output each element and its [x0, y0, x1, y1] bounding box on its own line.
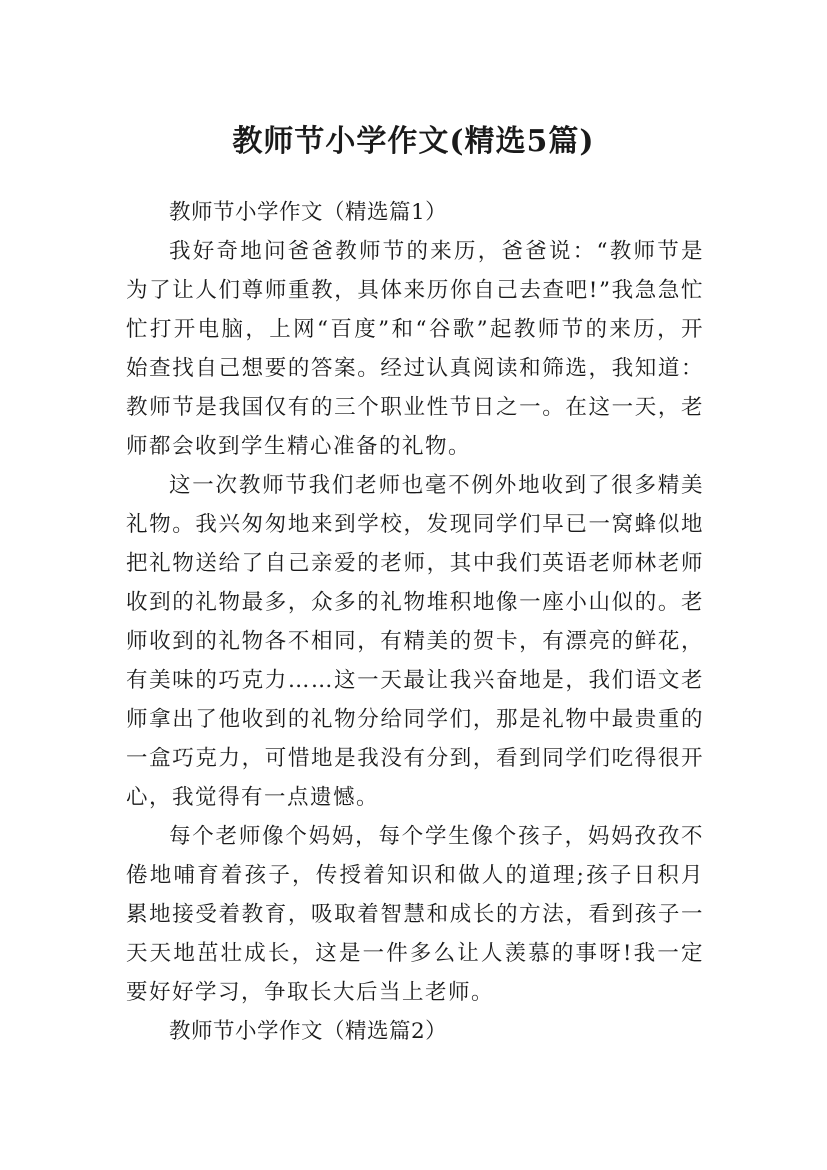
document-body	[126, 193, 704, 1051]
document-title: 教师节小学作文(精选5篇)	[232, 124, 595, 160]
body-paragraph: 这一次教师节我们老师也毫不例外地收到了很多精美礼物。我兴匆匆地来到学校，发现同学们早已一窝蜂似地把礼物送给了自己亲爱的老师，其中我们英语老师林老师收到的礼物最多，众多的礼物堆积地像一座小山似的。老师收到的礼物各不相同，有精美的贺卡，有漂亮的鲜花，有美味的巧克力……这一天最让我兴奋地是，我们语文老师拿出了他收到的礼物分给同学们，那是礼物中最贵重的一盒巧克力，可惜地是我没有分到，看到同学们吃得很开心，我觉得有一点遗憾。	[126, 473, 704, 810]
body-paragraph: 我好奇地问爸爸教师节的来历，爸爸说：“教师节是为了让人们尊师重教，具体来历你自己去查吧!”我急急忙忙打开电脑，上网“百度”和“谷歌”起教师节的来历，开始查找自己想要的答案。经过认真阅读和筛选，我知道：教师节是我国仅有的三个职业性节日之一。在这一天，老师都会收到学生精心准备的礼物。	[126, 239, 704, 459]
section-heading: 教师节小学作文（精选篇1）	[169, 200, 448, 225]
section-heading: 教师节小学作文（精选篇2）	[169, 1019, 448, 1044]
body-paragraph: 每个老师像个妈妈，每个学生像个孩子，妈妈孜孜不倦地哺育着孩子，传授着知识和做人的道理;孩子日积月累地接受着教育，吸取着智慧和成长的方法，看到孩子一天天地茁壮成长，这是一件多么让人羡慕的事呀!我一定要好好学习，争取长大后当上老师。	[126, 824, 704, 1005]
